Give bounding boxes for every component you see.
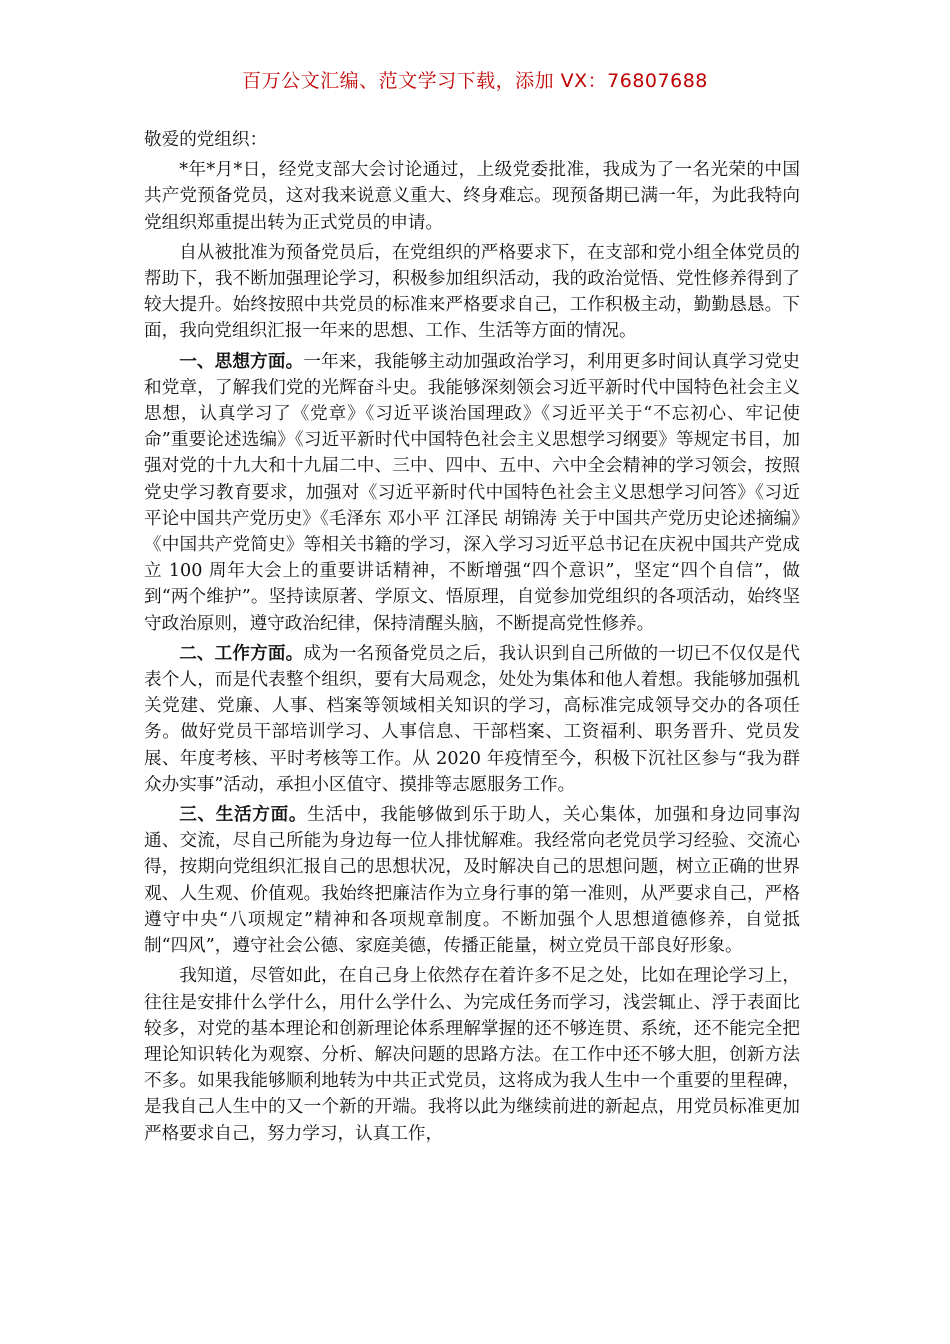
section-body-life: 生活中，我能够做到乐于助人，关心集体，加强和身边同事沟通、交流，尽自己所能为身边每一位人排忧解难。我经常向老党员学习经验、交流心得，按期向党组织汇报自己的思想状况，及时解决自己的思想问题，树立正确的世界观、人生观、价值观。我始终把廉洁作为立身行事的第一准则，从严要求自己，严格遵守中央“八项规定”精神和各项规章制度。不断加强个人思想道德修养，自觉抵制“四风”，遵守社会公德、家庭美德，传播正能量，树立党员干部良好形象。 bbox=[144, 805, 800, 957]
paragraph-shortcomings: 我知道，尽管如此，在自己身上依然存在着许多不足之处，比如在理论学习上，往往是安排什么学什么，用什么学什么、为完成任务而学习，浅尝辄止、浮于表面比较多，对党的基本理论和创新理论体系理解掌握的还不够连贯、系统，还不能完全把理论知识转化为观察、分析、解决问题的思路方法。在工作中还不够大胆，创新方法不多。如果我能够顺利地转为中共正式党员，这将成为我人生中一个重要的里程碑，是我自己人生中的又一个新的开端。我将以此为继续前进的新起点，用党员标准更加严格要求自己，努力学习，认真工作， bbox=[144, 966, 800, 1144]
paragraph-thought bbox=[144, 349, 800, 637]
section-heading-thought: 一、思想方面。 bbox=[179, 350, 304, 372]
section-body-work: 成为一名预备党员之后，我认识到自己所做的一切已不仅仅是代表个人，而是代表整个组织，要有大局观念，处处为集体和他人着想。我能够加强机关党建、党廉、人事、档案等领域相关知识的学习，高标准完成领导交办的各项任务。做好党员干部培训学习、人事信息、干部档案、工资福利、职务晋升、党员发展、年度考核、平时考核等工作。从 2020 年疫情至今，积极下沉社区参与“我为群众办实事”活动，承担小区值守、摸排等志愿服务工作。 bbox=[144, 643, 800, 795]
paragraph-life bbox=[144, 802, 800, 959]
paragraph-overview: 自从被批准为预备党员后，在党组织的严格要求下，在支部和党小组全体党员的帮助下，我不断加强理论学习，积极参加组织活动，我的政治觉悟、党性修养得到了较大提升。始终按照中共党员的标准来严格要求自己，工作积极主动，勤勤恳恳。下面，我向党组织汇报一年来的思想、工作、生活等方面的情况。 bbox=[144, 242, 800, 342]
salutation: 敬爱的党组织： bbox=[144, 130, 268, 150]
section-heading-work: 二、工作方面。 bbox=[179, 642, 304, 664]
section-body-thought: 一年来，我能够主动加强政治学习，利用更多时间认真学习党史和党章，了解我们党的光辉奋斗史。我能够深刻领会习近平新时代中国特色社会主义思想，认真学习了《党章》《习近平谈治国理政》《习近平关于“不忘初心、牢记使命”重要论述选编》《习近平新时代中国特色社会主义思想学习纲要》等规定书目，加强对党的十九大和十九届二中、三中、四中、五中、六中全会精神的学习领会，按照党史学习教育要求，加强对《习近平新时代中国特色社会主义思想学习问答》《习近平论中国共产党历史》《毛泽东 邓小平 江泽民 胡锦涛 关于中国共产党历史论述摘编》《中国共产党简史》等相关书籍的学习，深入学习习近平总书记在庆祝中国共产党成立 100 周年大会上的重要讲话精神，不断增强“四个意识”，坚定“四个自信”，做到“两个维护”。坚持读原著、学原文、悟原理，自觉参加党组织的各项活动，始终坚守政治原则，遵守政治纪律，保持清醒头脑，不断提高党性修养。 bbox=[144, 351, 800, 634]
section-heading-life: 三、生活方面。 bbox=[179, 804, 308, 826]
paragraph-work bbox=[144, 641, 800, 798]
watermark-header: 百万公文汇编、范文学习下载，添加 VX：76807688 bbox=[242, 70, 708, 92]
paragraph-intro: *年*月*日，经党支部大会讨论通过，上级党委批准，我成为了一名光荣的中国共产党预备党员，这对我来说意义重大、终身难忘。现预备期已满一年，为此我特向党组织郑重提出转为正式党员的申请。 bbox=[144, 160, 800, 233]
letter-body bbox=[144, 127, 800, 1151]
